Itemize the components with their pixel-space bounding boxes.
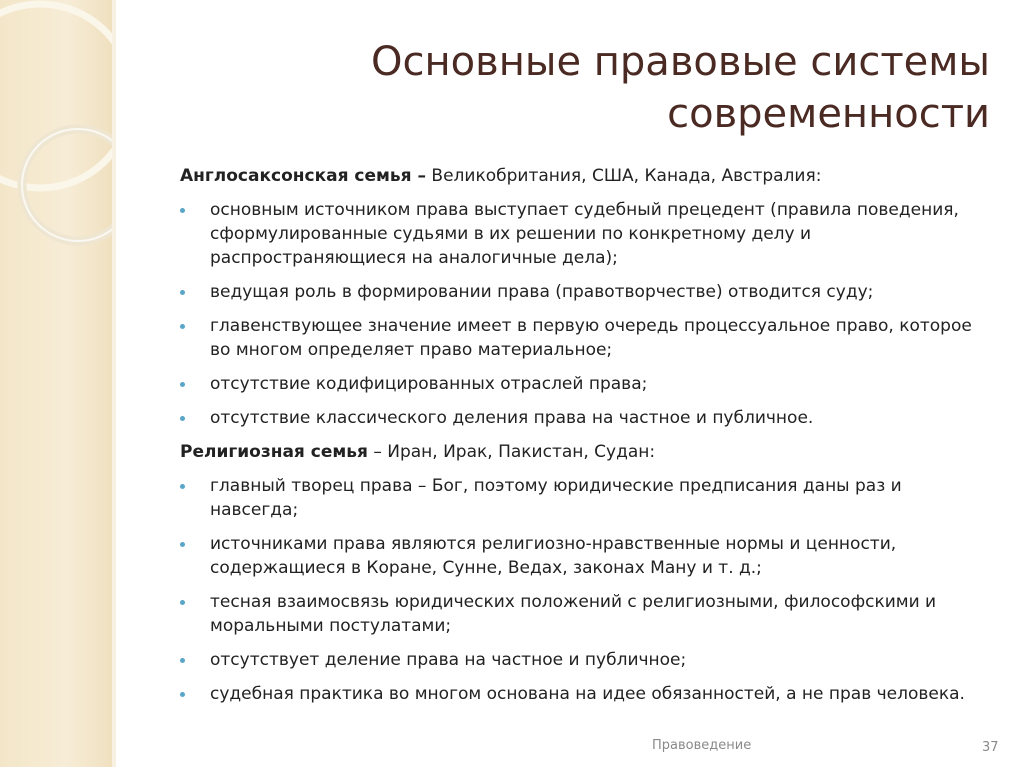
- list-item: [180, 406, 990, 430]
- slide-content: [180, 164, 990, 716]
- bullet-icon: [180, 382, 185, 387]
- title-line-1: Основные правовые системы: [371, 39, 990, 85]
- list-item-text: отсутствие классического деления права на частное и публичное.: [210, 408, 814, 428]
- list-item-text: судебная практика во многом основана на идее обязанностей, а не прав человека.: [210, 684, 965, 704]
- list-item-text: ведущая роль в формировании права (правотворчестве) отводится суду;: [210, 282, 874, 302]
- list-item: [180, 372, 990, 396]
- list-item: [180, 198, 990, 270]
- list-item: [180, 648, 990, 672]
- list-item: [180, 314, 990, 362]
- section-anglo-saxon-heading: [180, 164, 990, 188]
- bullet-icon: [180, 600, 185, 605]
- list-item: [180, 590, 990, 638]
- list-item-text: отсутствует деление права на частное и публичное;: [210, 650, 687, 670]
- page-number: 37: [982, 740, 999, 755]
- bullet-icon: [180, 416, 185, 421]
- slide-title: [230, 36, 990, 140]
- list-item-text: отсутствие кодифицированных отраслей права;: [210, 374, 648, 394]
- list-item: [180, 532, 990, 580]
- list-item-text: главный творец права – Бог, поэтому юридические предписания даны раз и навсегда;: [210, 476, 902, 520]
- list-item: [180, 280, 990, 304]
- section-religious-heading: [180, 440, 990, 464]
- stripe-edge: [112, 0, 116, 767]
- bullet-icon: [180, 324, 185, 329]
- list-item-text: главенствующее значение имеет в первую очередь процессуальное право, которое во многом определяет право материальное;: [210, 316, 972, 360]
- list-item-text: тесная взаимосвязь юридических положений с религиозными, философскими и моральными постулатами;: [210, 592, 937, 636]
- bullet-icon: [180, 692, 185, 697]
- decorative-stripe: [0, 0, 113, 767]
- list-item: [180, 682, 990, 706]
- decorative-circles: [0, 0, 112, 767]
- bullet-icon: [180, 542, 185, 547]
- list-item: [180, 474, 990, 522]
- list-item-text: основным источником права выступает судебный прецедент (правила поведения, сформулированные судьями в их решении по конкретному делу и распространяющиеся на аналогичные дела);: [210, 200, 959, 268]
- family-name-anglo-saxon: Англосаксонская семья –: [180, 166, 427, 186]
- bullet-icon: [180, 658, 185, 663]
- family-name-religious: Религиозная семья: [180, 442, 368, 462]
- bullet-icon: [180, 484, 185, 489]
- list-item-text: источниками права являются религиозно-нравственные нормы и ценности, содержащиеся в Коране, Сунне, Ведах, законах Ману и т. д.;: [210, 534, 897, 578]
- bullet-icon: [180, 208, 185, 213]
- countries-religious: – Иран, Ирак, Пакистан, Судан:: [367, 442, 656, 462]
- footer-label: Правоведение: [652, 738, 752, 753]
- title-line-2: современности: [667, 91, 990, 137]
- countries-anglo-saxon: Великобритания, США, Канада, Австралия:: [426, 166, 822, 186]
- bullet-icon: [180, 290, 185, 295]
